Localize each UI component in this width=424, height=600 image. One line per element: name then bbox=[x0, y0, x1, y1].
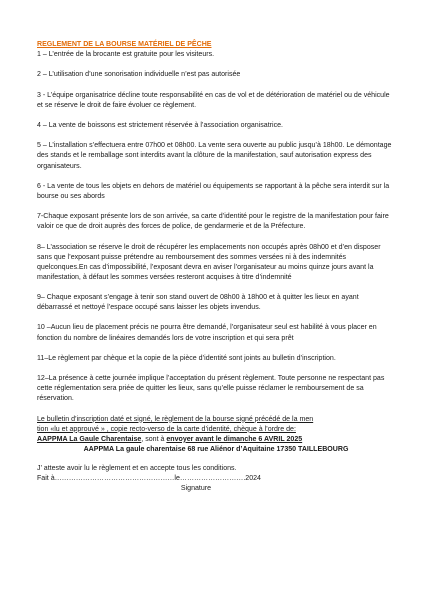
rule-1: 1 – L’entrée de la brocante est gratuite pour les visiteurs. bbox=[37, 51, 215, 59]
attestation-text: J’ atteste avoir lu le règlement et en accepte tous les conditions. bbox=[37, 464, 237, 472]
signature-label: Signature bbox=[180, 485, 212, 493]
mailing-address: AAPPMA La gaule charentaise 68 rue Aliénor d’Aquitaine 17350 TAILLEBOURG bbox=[83, 445, 349, 453]
document-title: REGLEMENT DE LA BOURSE MATÉRIEL DE PÊCHE bbox=[37, 41, 212, 48]
instructions-line-2: tion «lu et approuvé » , copie recto-verso de la carte d’identité, chèque à l’ordre de: bbox=[37, 425, 296, 433]
rule-5: 5 – L’installation s’effectuera entre 07h00 et 08h00. La vente sera ouverte au public jusqu’à 18h00. Le démontage des stands et le remballage sont interdits avant la clôture de la manifestation, sauf autorisation express des organisateurs. bbox=[37, 142, 392, 170]
rule-9: 9– Chaque exposant s’engage à tenir son stand ouvert de 08h00 à 18h00 et à quitter les lieux en ayant débarrassé et nettoyé l’espace occupé sans laisser les objets invendus. bbox=[37, 294, 359, 312]
rule-7: 7-Chaque exposant présente lors de son arrivée, sa carte d’identité pour le registre de la manifestation pour faire valoir ce que de droit auprès des forces de police, de gendarmerie et de la Préfecture. bbox=[37, 213, 389, 231]
rule-2: 2 – L’utilisation d’une sonorisation individuelle n’est pas autorisée bbox=[37, 71, 241, 79]
rule-11: 11–Le règlement par chèque et la copie de la pièce d’identité sont joints au bulletin d’inscription. bbox=[37, 354, 336, 362]
instructions-line-3 bbox=[37, 435, 395, 445]
rule-3: 3 - L’équipe organisatrice décline toute responsabilité en cas de vol et de détérioration de matériel ou de véhicule et se réserve le droit de faire évoluer ce règlement. bbox=[37, 91, 390, 109]
registration-instructions bbox=[37, 415, 395, 455]
rule-8: 8– L’association se réserve le droit de récupérer les emplacements non occupés après 08h00 et d’en disposer sans que l’exposant puisse prétendre au remboursement des sommes versées ni à des indemnités quelconques.En cas d’impossibilité, l’exposant devra en aviser l’organisateur au moins quinze jours avant la manifestation, à défaut les sommes versées resteront acquises à titre d’indemnité bbox=[37, 243, 381, 281]
payee-name: AAPPMA La Gaule Charentaise bbox=[37, 435, 142, 443]
attestation bbox=[37, 464, 395, 494]
rule-10: 10 –Aucun lieu de placement précis ne pourra être demandé, l’organisateur seul est habilité à vous placer en fonction du nombre de linéaires demandés lors de votre inscription et qui sera prêt bbox=[37, 324, 377, 342]
rule-4: 4 – La vente de boissons est strictement réservée à l’association organisatrice. bbox=[37, 122, 283, 130]
rule-12: 12–La présence à cette journée implique l’acceptation du présent règlement. Toute personne ne respectant pas cette réglementation sera priée de quitter les lieux, sans qu’elle puisse réclamer le remboursement de sa réservation. bbox=[37, 375, 385, 403]
place-date-line: Fait à……………………………………………le……………………….2024 bbox=[37, 475, 261, 483]
document-page bbox=[37, 40, 395, 494]
instructions-connector: , sont à bbox=[141, 435, 167, 443]
rule-6: 6 - La vente de tous les objets en dehors de matériel ou équipements se rapportant à la pêche sera interdit sur la bourse ou ses abords bbox=[37, 182, 390, 200]
instructions-line-1: Le bulletin d’inscription daté et signé, le règlement de la bourse signé précédé de la men bbox=[37, 415, 314, 423]
deadline-text: envoyer avant le dimanche 6 AVRIL 2025 bbox=[166, 435, 303, 443]
